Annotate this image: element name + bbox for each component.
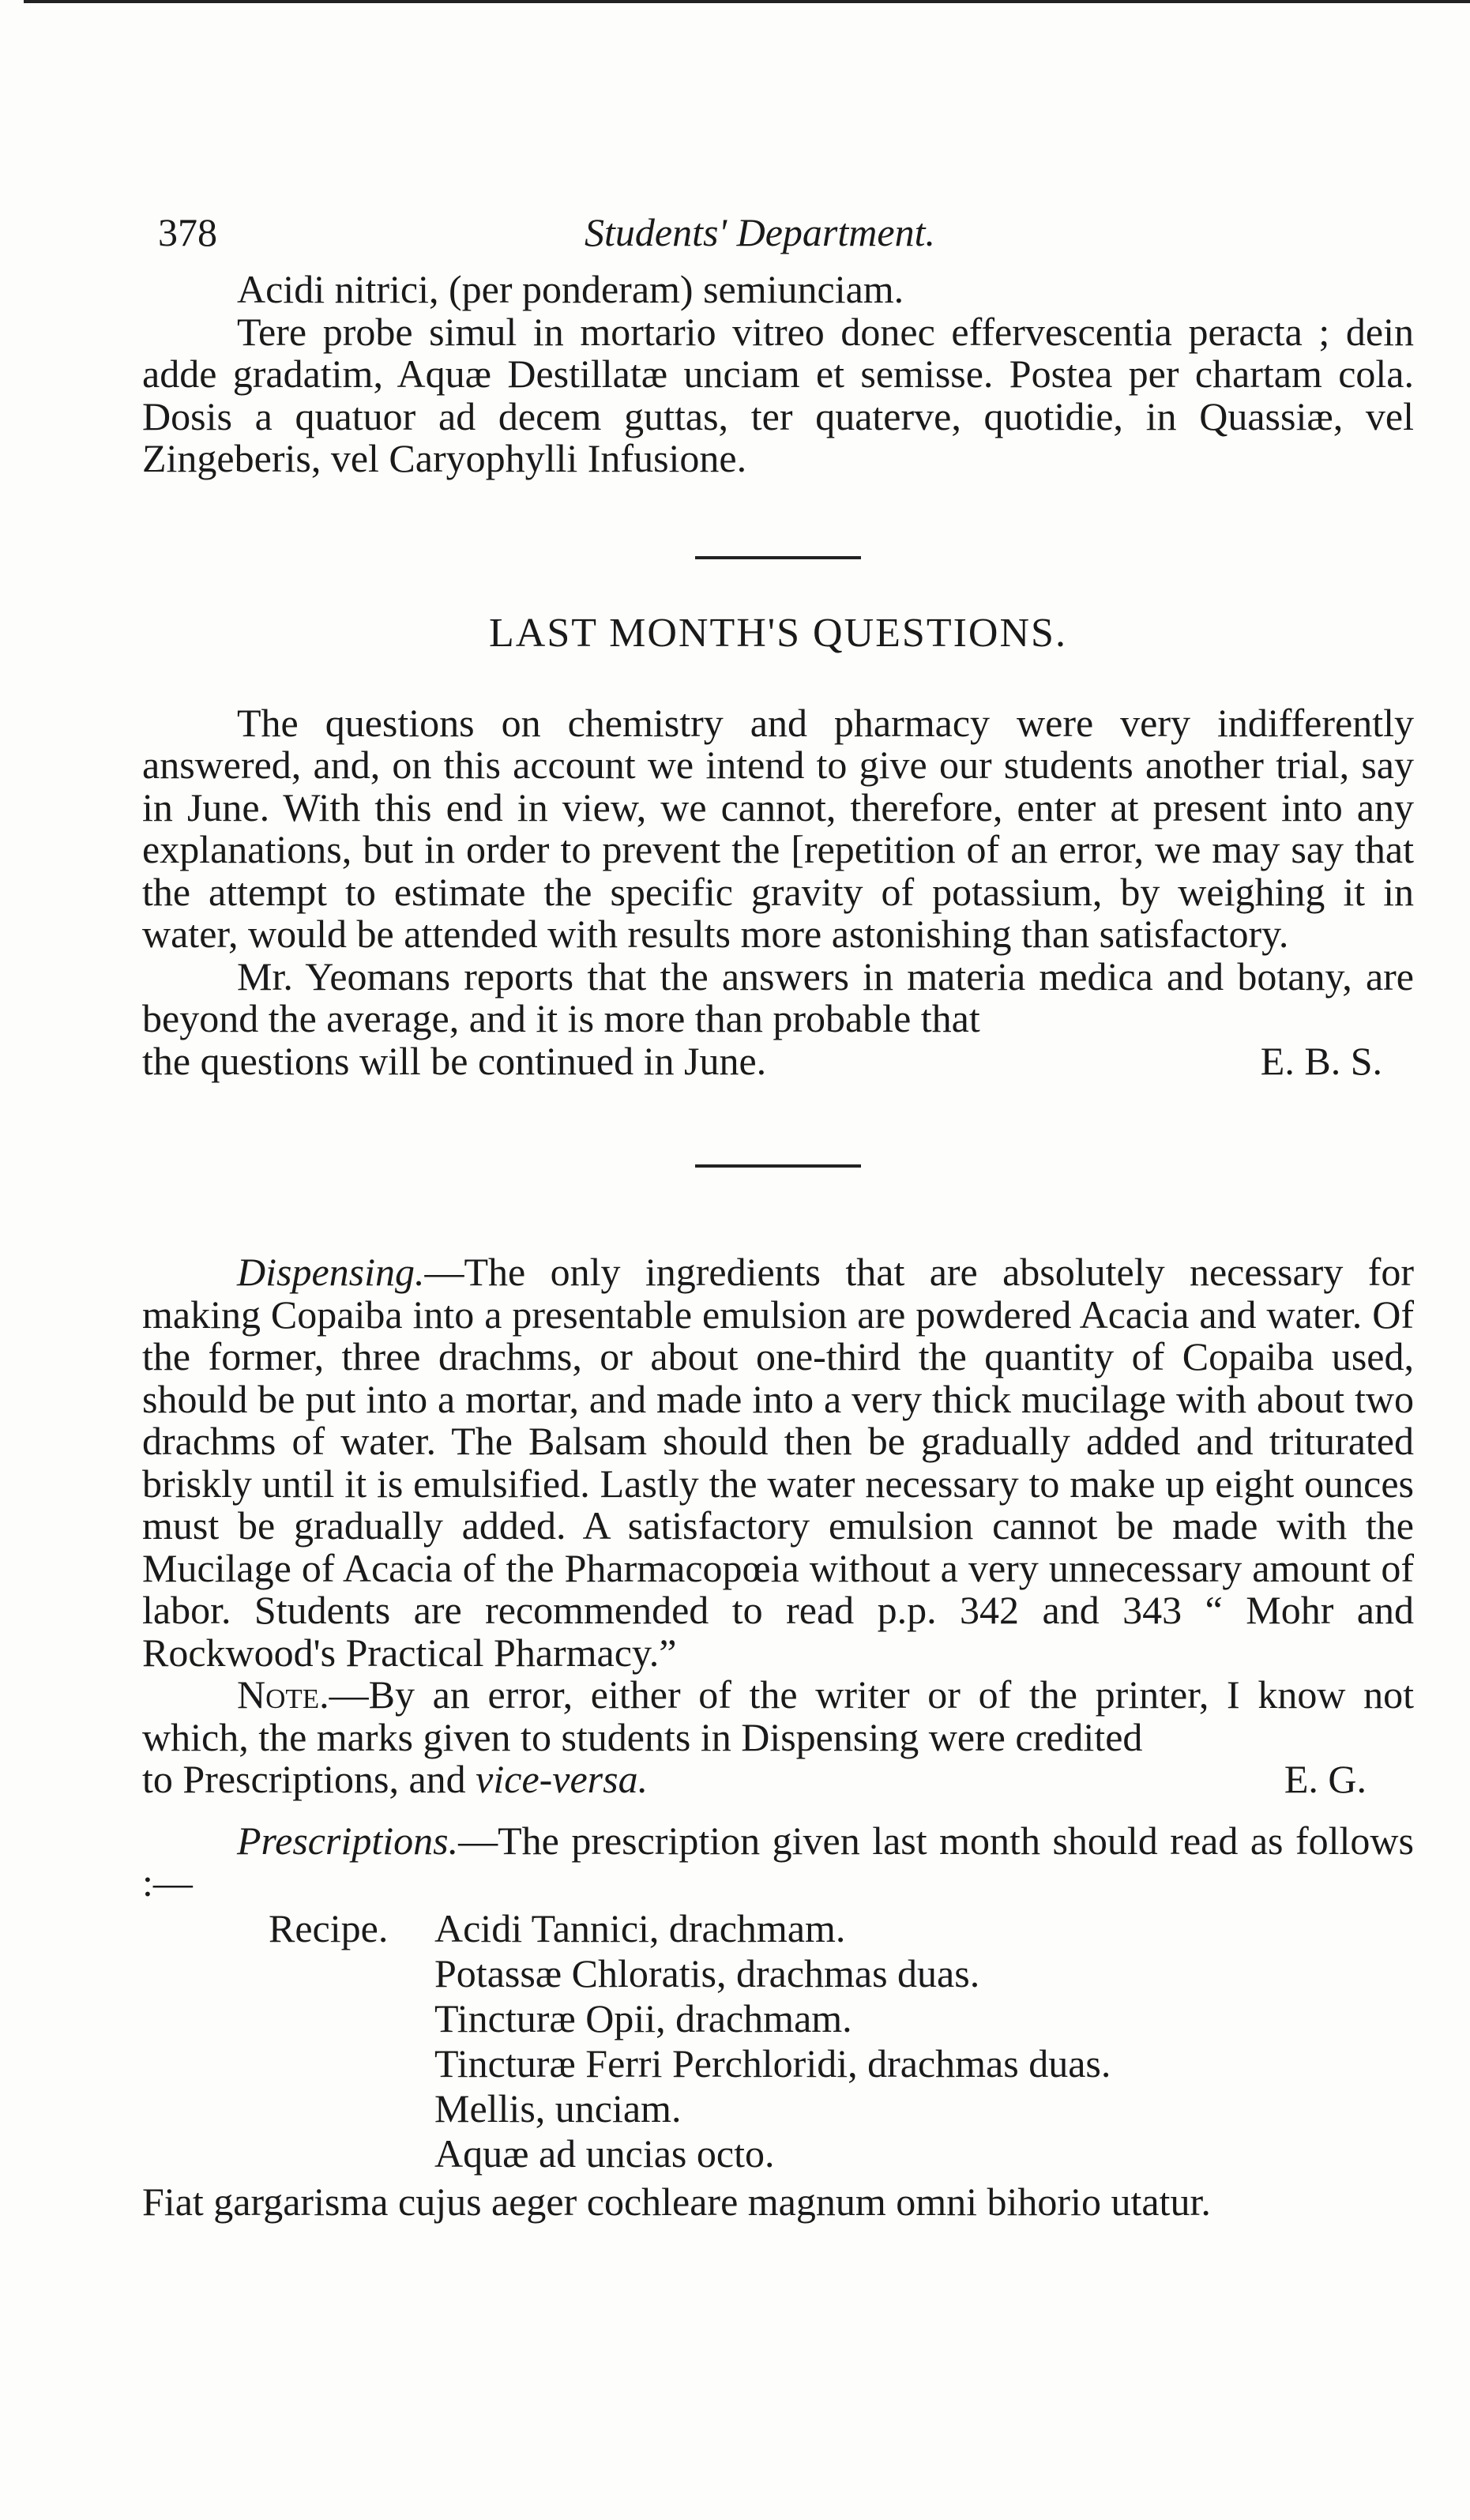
questions-closing-line <box>142 1040 1414 1083</box>
recipe-line <box>142 2041 1414 2086</box>
note-closing <box>142 1758 648 1801</box>
recipe-label: Recipe. <box>269 1905 389 1950</box>
recipe-line <box>142 1906 1414 1951</box>
signature-eg: E. G. <box>1284 1757 1367 1801</box>
running-title: Students' Department. <box>585 210 935 254</box>
recipe-ingredient: Aquæ ad uncias octo. <box>434 2131 775 2176</box>
signature-ebs: E. B. S. <box>1260 1038 1382 1083</box>
page <box>142 197 1414 2223</box>
recipe-line <box>142 1996 1414 2041</box>
questions-paragraph-2-text: Mr. Yeomans reports that the answers in materia medica and botany, are beyond the average, and it is more than probable that <box>142 953 1414 1040</box>
recipe-line <box>142 1951 1414 1996</box>
prescriptions-title: Prescriptions. <box>237 1818 459 1863</box>
note-text: —By an error, either of the writer or of the printer, I know not which, the marks given to students in Dispensing were credited <box>142 1672 1414 1759</box>
intro-paragraph: Tere probe simul in mortario vitreo donec effervescentia peracta ; dein adde gradatim, Aquæ Destillatæ unciam et semisse. Postea per chartam cola. Dosis a quatuor ad decem guttas, ter quaterve, quotidie, in Quassiæ, vel Zingeberis, vel Caryophylli Infusione. <box>142 309 1414 480</box>
note-closing-line <box>142 1758 1414 1801</box>
recipe-ingredient: Tincturæ Ferri Perchloridi, drachmas duas. <box>434 2040 1111 2086</box>
page-number: 378 <box>158 210 217 254</box>
section-divider <box>695 556 861 559</box>
note-vice-versa: vice-versa. <box>476 1757 649 1801</box>
note-closing-text: to Prescriptions, and <box>142 1757 476 1801</box>
recipe-block <box>142 1906 1414 2176</box>
recipe-ingredient: Tincturæ Opii, drachmam. <box>434 1995 852 2040</box>
note-label: Note. <box>237 1672 329 1717</box>
dispensing-paragraph <box>142 1251 1414 1674</box>
dispensing-text: —The only ingredients that are absolutely necessary for making Copaiba into a presentable emulsion are powdered Acacia and water. Of the former, three drachms, or about one-third the quantity of Copaiba used, should be put into a mortar, and made into a very thick mucilage with about two drachms of water. The Balsam should then be gradually added and triturated briskly until it is emulsified. Lastly the water necessary to make up eight ounces must be gradually added. A satisfactory emulsion cannot be made with the Mucilage of Acacia of the Pharmacopœia without a very unnecessary amount of labor. Students are recommended to read p.p. 342 and 343 “ Mohr and Rockwood's Practical Pharmacy.” <box>142 1250 1414 1675</box>
top-border-rule <box>24 0 1470 3</box>
recipe-closing-instruction: Fiat gargarisma cujus aeger cochleare magnum omni bihorio utatur. <box>142 2179 1211 2224</box>
section-heading: LAST MONTH'S QUESTIONS. <box>489 610 1067 656</box>
running-header <box>142 197 1414 269</box>
recipe-line <box>142 2086 1414 2131</box>
note-paragraph <box>142 1674 1414 1758</box>
prescriptions-paragraph <box>142 1820 1414 1905</box>
questions-paragraph-1: The questions on chemistry and pharmacy were very indifferently answered, and, on this account we intend to give our students another trial, say in June. With this end in view, we cannot, therefore, enter at present into any explanations, but in order to prevent the [repetition of an error, we may say that the attempt to estimate the specific gravity of potassium, by weighing it in water, would be attended with results more astonishing than satisfactory. <box>142 700 1414 956</box>
recipe-ingredient: Potassæ Chloratis, drachmas duas. <box>434 1950 980 1995</box>
intro-line: Acidi nitrici, (per ponderam) semiunciam. <box>237 267 904 311</box>
recipe-line <box>142 2131 1414 2176</box>
questions-closing-text: the questions will be continued in June. <box>142 1038 767 1083</box>
recipe-ingredient: Acidi Tannici, drachmam. <box>434 1905 846 1950</box>
prescriptions-text: —The prescription given last month should read as follows :— <box>142 1818 1414 1905</box>
questions-paragraph-2 <box>142 953 1414 1040</box>
section-divider-2 <box>695 1164 861 1168</box>
dispensing-title: Dispensing. <box>237 1250 425 1294</box>
recipe-ingredient: Mellis, unciam. <box>434 2086 682 2131</box>
